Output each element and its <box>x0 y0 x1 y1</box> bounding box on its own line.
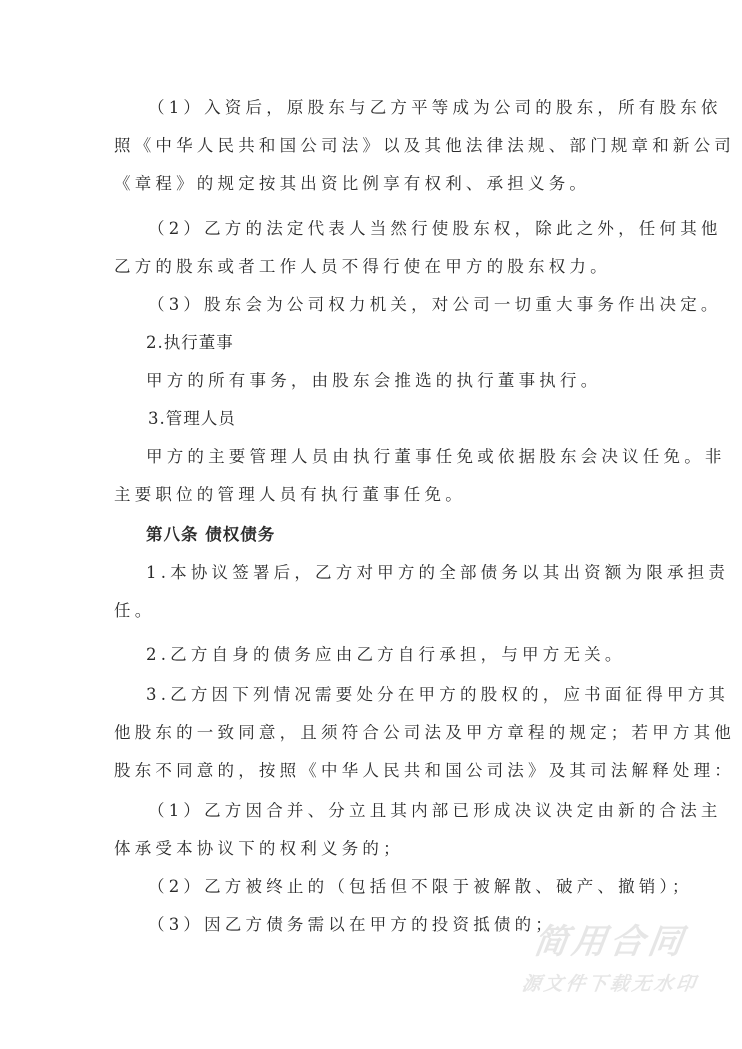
paragraph-line: 甲方的所有事务，由股东会推选的执行董事执行。 <box>146 371 602 390</box>
paragraph-line: （3）股东会为公司权力机关，对公司一切重大事务作出决定。 <box>148 295 722 314</box>
paragraph-line: （2）乙方被终止的（包括但不限于被解散、破产、撤销）； <box>148 877 693 896</box>
section-heading-executive-director: 2.执行董事 <box>146 333 234 352</box>
paragraph-line: 《章程》的规定按其出资比例享有权利、承担义务。 <box>114 174 591 193</box>
paragraph-line: 体承受本协议下的权利义务的； <box>114 839 404 858</box>
paragraph-line: （1）入资后，原股东与乙方平等成为公司的股东，所有股东依 <box>148 98 722 117</box>
paragraph-line: 3.乙方因下列情况需要处分在甲方的股权的，应书面征得甲方其 <box>146 685 730 704</box>
paragraph-line: 2.乙方自身的债务应由乙方自行承担，与甲方无关。 <box>146 645 626 664</box>
paragraph-line: 股东不同意的，按照《中华人民共和国公司法》及其司法解释处理： <box>114 761 735 780</box>
paragraph-line: 照《中华人民共和国公司法》以及其他法律法规、部门规章和新公司 <box>114 136 735 155</box>
watermark-title: 简用合同 <box>531 922 689 962</box>
paragraph-line: 1.本协议签署后，乙方对甲方的全部债务以其出资额为限承担责 <box>146 563 730 582</box>
paragraph-line: （2）乙方的法定代表人当然行使股东权，除此之外，任何其他 <box>148 219 722 238</box>
paragraph-line: （3）因乙方债务需以在甲方的投资抵债的； <box>148 915 556 934</box>
paragraph-line: （1）乙方因合并、分立且其内部已形成决议决定由新的合法主 <box>148 801 722 820</box>
watermark-subtitle: 源文件下载无水印 <box>520 973 700 995</box>
paragraph-line: 他股东的一致同意，且须符合公司法及甲方章程的规定；若甲方其他 <box>114 723 735 742</box>
paragraph-line: 乙方的股东或者工作人员不得行使在甲方的股东权力。 <box>114 257 611 276</box>
paragraph-line: 甲方的主要管理人员由执行董事任免或依据股东会决议任免。非 <box>146 447 726 466</box>
paragraph-line: 主要职位的管理人员有执行董事任免。 <box>114 485 466 504</box>
paragraph-line: 任。 <box>114 601 156 620</box>
section-heading-management: 3.管理人员 <box>148 409 236 428</box>
watermark <box>510 922 710 996</box>
article-heading: 第八条 债权债务 <box>146 525 276 544</box>
